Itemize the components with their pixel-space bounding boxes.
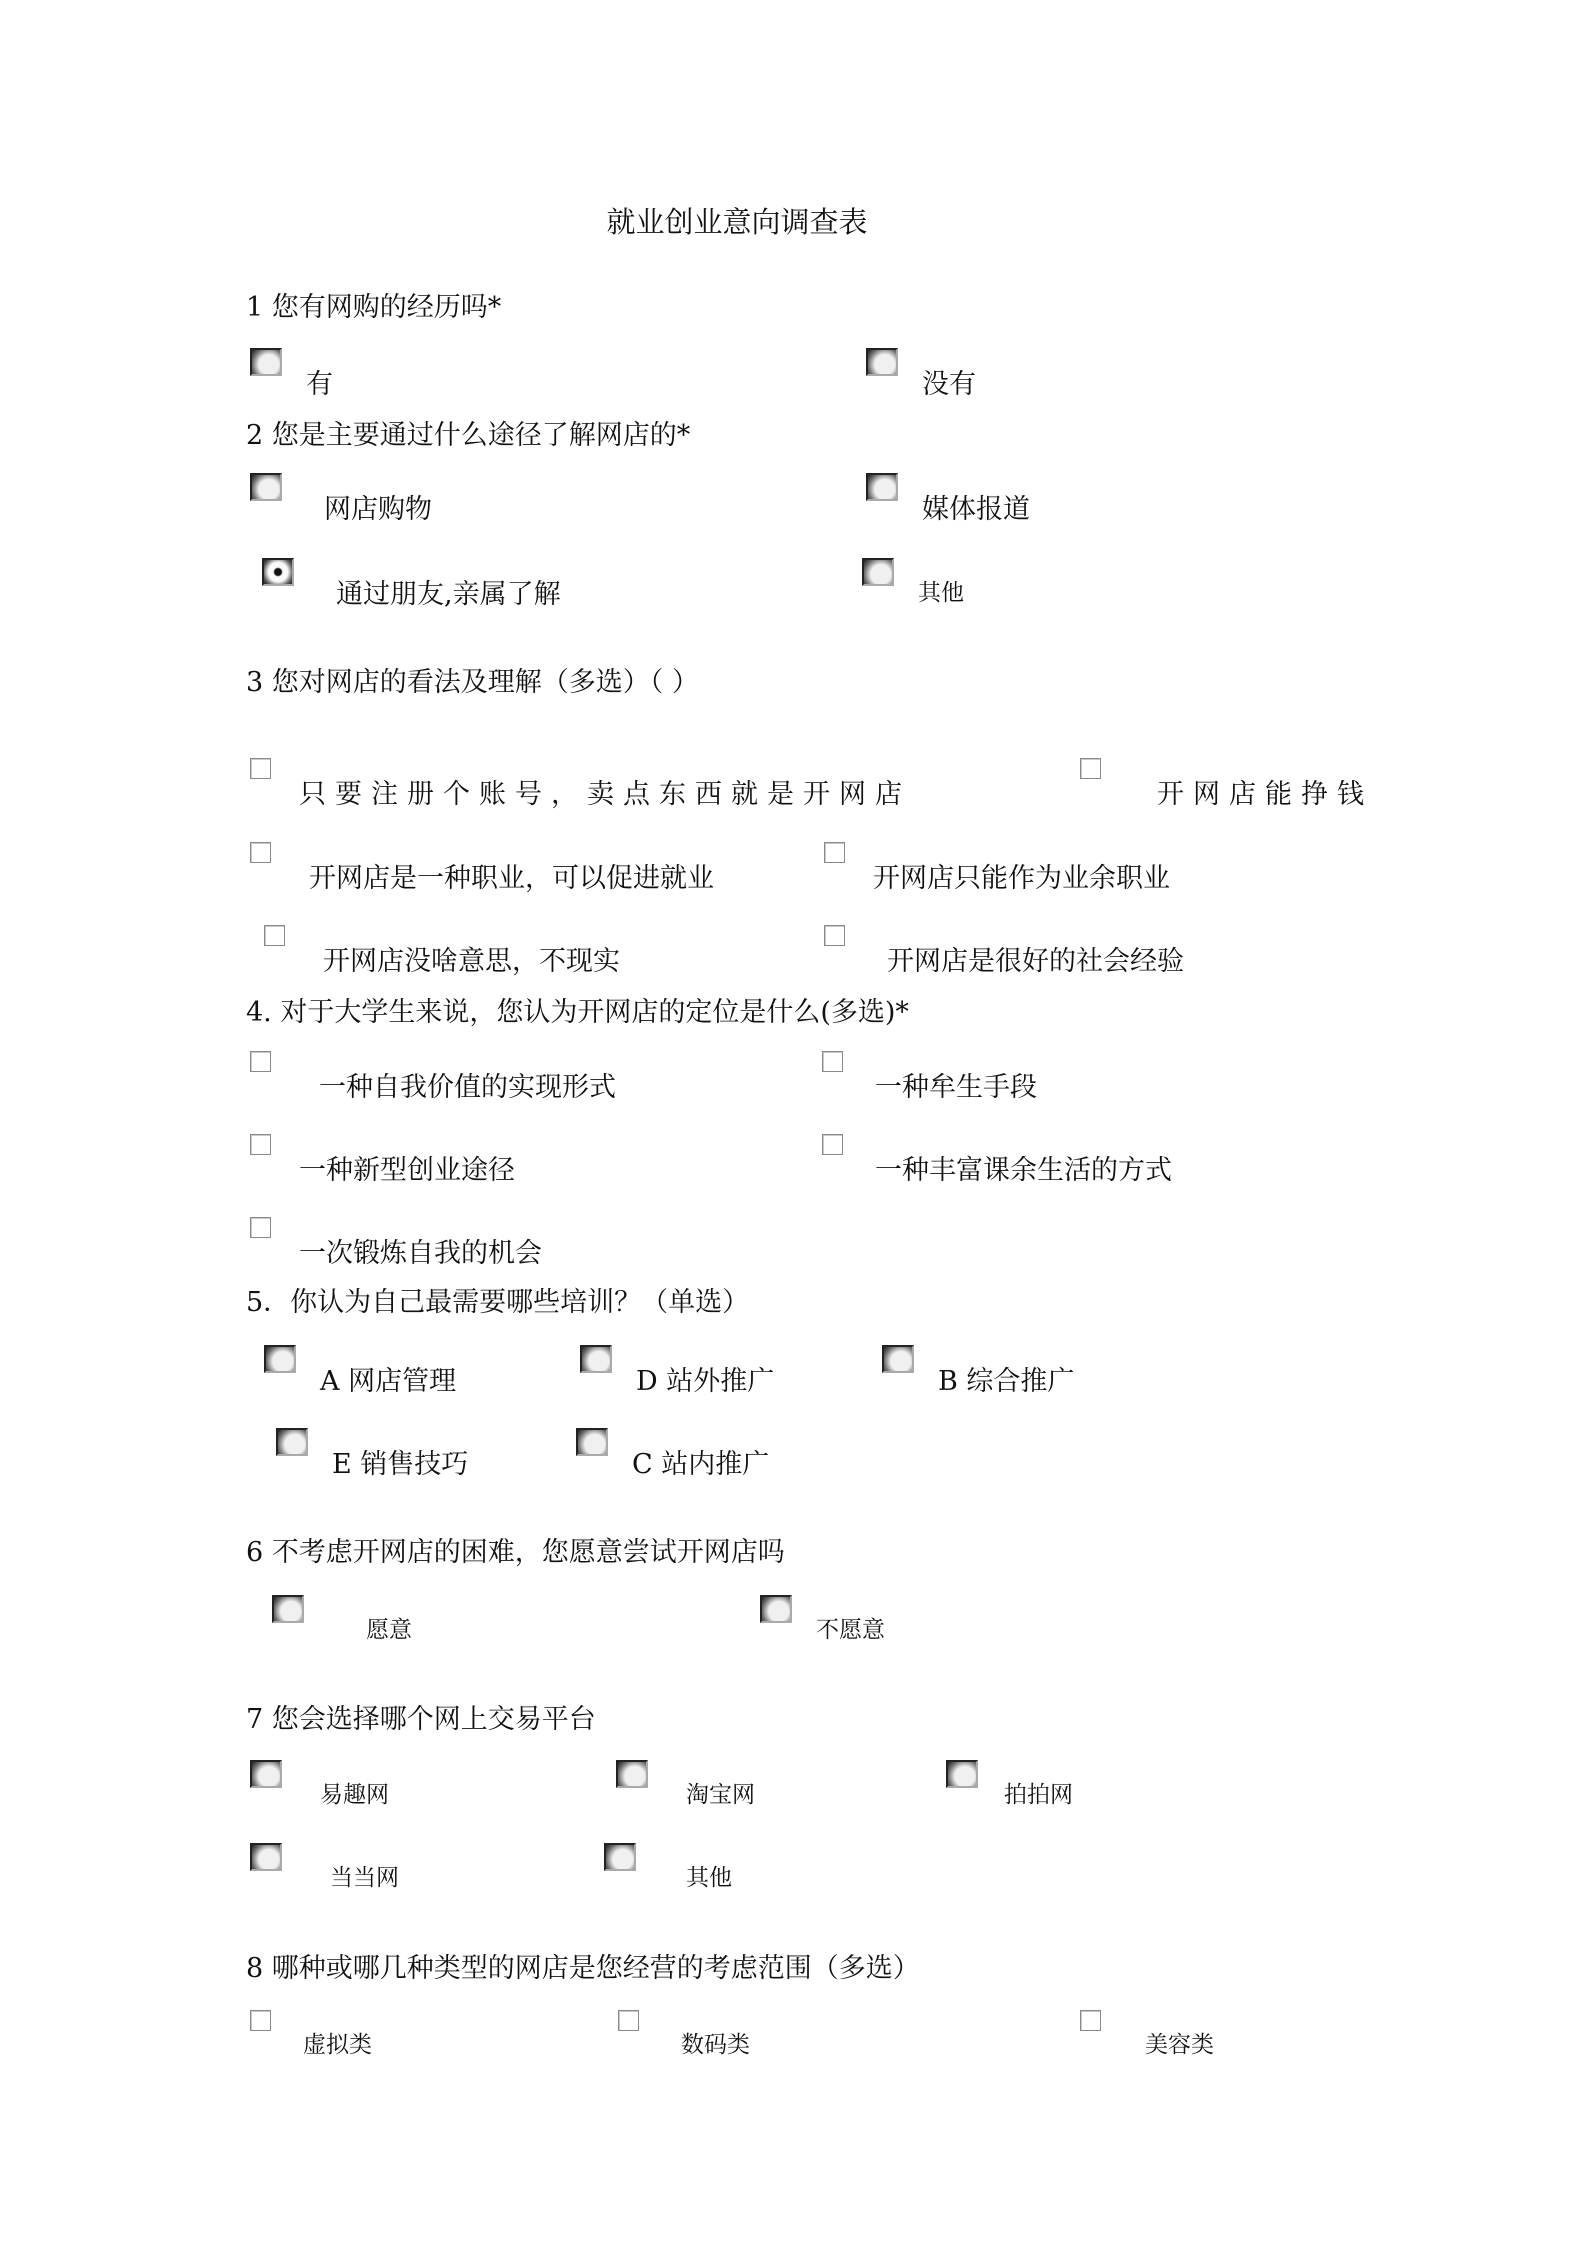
option-label: 拍拍网 (1004, 1782, 1073, 1808)
option-label: 一种牟生手段 (875, 1072, 1037, 1103)
option-label: B 综合推广 (938, 1366, 1075, 1397)
radio-button-icon[interactable] (882, 1345, 914, 1373)
question-1: 1 您有网购的经历吗* (246, 292, 502, 323)
option-label: 一种新型创业途径 (299, 1155, 515, 1186)
option-label: 愿意 (366, 1617, 412, 1643)
radio-button-icon[interactable] (576, 1428, 608, 1456)
option-label: 开网店是很好的社会经验 (887, 946, 1184, 977)
option-label: 通过朋友,亲属了解 (336, 579, 561, 610)
option-label: 一次锻炼自我的机会 (299, 1238, 542, 1269)
page-title: 就业创业意向调查表 (606, 205, 868, 239)
option-label: 一种自我价值的实现形式 (319, 1072, 616, 1103)
option-label: 网店购物 (324, 494, 432, 525)
radio-button-icon[interactable] (250, 348, 282, 376)
radio-button-icon[interactable] (250, 1760, 282, 1788)
option-q3-career[interactable] (250, 842, 714, 895)
option-q8-virtual[interactable] (250, 2010, 372, 2059)
option-q5-d[interactable] (580, 1345, 774, 1398)
question-7: 7 您会选择哪个网上交易平台 (246, 1704, 596, 1735)
checkbox-icon[interactable] (822, 1134, 843, 1155)
option-label: A 网店管理 (320, 1366, 457, 1397)
radio-button-icon[interactable] (272, 1595, 304, 1623)
option-label: 不愿意 (816, 1617, 885, 1643)
option-q2-friends[interactable] (262, 558, 561, 611)
option-q5-b[interactable] (882, 1345, 1074, 1398)
option-q8-digital[interactable] (618, 2010, 750, 2059)
checkbox-icon[interactable] (250, 758, 271, 779)
radio-button-icon[interactable] (264, 1345, 296, 1373)
option-q5-a[interactable] (264, 1345, 456, 1398)
option-q4-livelihood[interactable] (822, 1051, 1037, 1104)
radio-button-icon[interactable] (580, 1345, 612, 1373)
radio-button-icon[interactable] (250, 473, 282, 501)
question-4: 4. 对于大学生来说，您认为开网店的定位是什么(多选)* (246, 997, 909, 1028)
option-label: 媒体报道 (922, 494, 1030, 525)
checkbox-icon[interactable] (250, 1134, 271, 1155)
option-label: 其他 (918, 580, 964, 606)
option-q2-media[interactable] (866, 473, 1030, 526)
radio-button-icon[interactable] (866, 473, 898, 501)
checkbox-icon[interactable] (250, 1217, 271, 1238)
option-label: 虚拟类 (303, 2032, 372, 2058)
option-q4-extracurricular[interactable] (822, 1134, 1172, 1187)
radio-button-icon[interactable] (862, 558, 894, 586)
question-5: 5．你认为自己最需要哪些培训？（单选） (246, 1287, 750, 1318)
question-2: 2 您是主要通过什么途径了解网店的* (246, 420, 691, 451)
option-label: 开网店没啥意思，不现实 (323, 946, 620, 977)
radio-button-selected-icon[interactable] (262, 558, 294, 586)
checkbox-icon[interactable] (618, 2010, 639, 2031)
option-q4-startup[interactable] (250, 1134, 515, 1187)
question-8: 8 哪种或哪几种类型的网店是您经营的考虑范围（多选） (246, 1953, 920, 1984)
option-q4-training[interactable] (250, 1217, 542, 1270)
option-q8-beauty[interactable] (1080, 2010, 1214, 2059)
checkbox-icon[interactable] (250, 2010, 271, 2031)
radio-button-icon[interactable] (866, 348, 898, 376)
option-q4-selfvalue[interactable] (250, 1051, 616, 1104)
option-q7-paipai[interactable] (946, 1760, 1073, 1809)
checkbox-icon[interactable] (1080, 2010, 1101, 2031)
option-q7-other[interactable] (604, 1843, 732, 1892)
option-q1-yes[interactable] (250, 348, 333, 401)
checkbox-icon[interactable] (250, 842, 271, 863)
option-label: 淘宝网 (686, 1782, 755, 1808)
option-q7-eachnet[interactable] (250, 1760, 389, 1809)
option-label: 美容类 (1145, 2032, 1214, 2058)
checkbox-icon[interactable] (250, 1051, 271, 1072)
option-q7-taobao[interactable] (616, 1760, 755, 1809)
option-label: 开网店是一种职业，可以促进就业 (309, 863, 714, 894)
checkbox-icon[interactable] (264, 925, 285, 946)
option-label: C 站内推广 (632, 1449, 770, 1480)
option-label: 没有 (922, 369, 976, 400)
radio-button-icon[interactable] (250, 1843, 282, 1871)
option-label: 易趣网 (320, 1782, 389, 1808)
option-q5-e[interactable] (276, 1428, 468, 1481)
checkbox-icon[interactable] (824, 925, 845, 946)
option-label: 当当网 (330, 1865, 399, 1891)
question-6: 6 不考虑开网店的困难，您愿意尝试开网店吗 (246, 1537, 785, 1568)
option-label: 只要注册个账号，卖点东西就是开网店 (299, 779, 911, 810)
option-q3-pointless[interactable] (264, 925, 620, 978)
radio-button-icon[interactable] (760, 1595, 792, 1623)
question-3: 3 您对网店的看法及理解（多选）（ ） (246, 667, 699, 698)
option-q2-other[interactable] (862, 558, 964, 607)
option-label: 开网店只能作为业余职业 (873, 863, 1170, 894)
radio-button-icon[interactable] (946, 1760, 978, 1788)
option-label: E 销售技巧 (332, 1449, 469, 1480)
option-label: D 站外推广 (636, 1366, 775, 1397)
option-q3-parttime[interactable] (824, 842, 1170, 895)
option-q7-dangdang[interactable] (250, 1843, 399, 1892)
option-label: 其他 (686, 1865, 732, 1891)
option-label: 有 (306, 369, 333, 400)
option-q3-earn[interactable] (1080, 758, 1373, 811)
radio-button-icon[interactable] (604, 1843, 636, 1871)
checkbox-icon[interactable] (824, 842, 845, 863)
option-q6-unwilling[interactable] (760, 1595, 885, 1644)
option-q2-shopping[interactable] (250, 473, 432, 526)
option-q6-willing[interactable] (272, 1595, 412, 1644)
option-label: 数码类 (681, 2032, 750, 2058)
option-q3-register[interactable] (250, 758, 911, 811)
radio-button-icon[interactable] (616, 1760, 648, 1788)
option-label: 一种丰富课余生活的方式 (875, 1155, 1172, 1186)
radio-button-icon[interactable] (276, 1428, 308, 1456)
option-label: 开网店能挣钱 (1157, 779, 1373, 810)
option-q1-no[interactable] (866, 348, 976, 401)
option-q3-experience[interactable] (824, 925, 1184, 978)
checkbox-icon[interactable] (822, 1051, 843, 1072)
option-q5-c[interactable] (576, 1428, 769, 1481)
checkbox-icon[interactable] (1080, 758, 1101, 779)
